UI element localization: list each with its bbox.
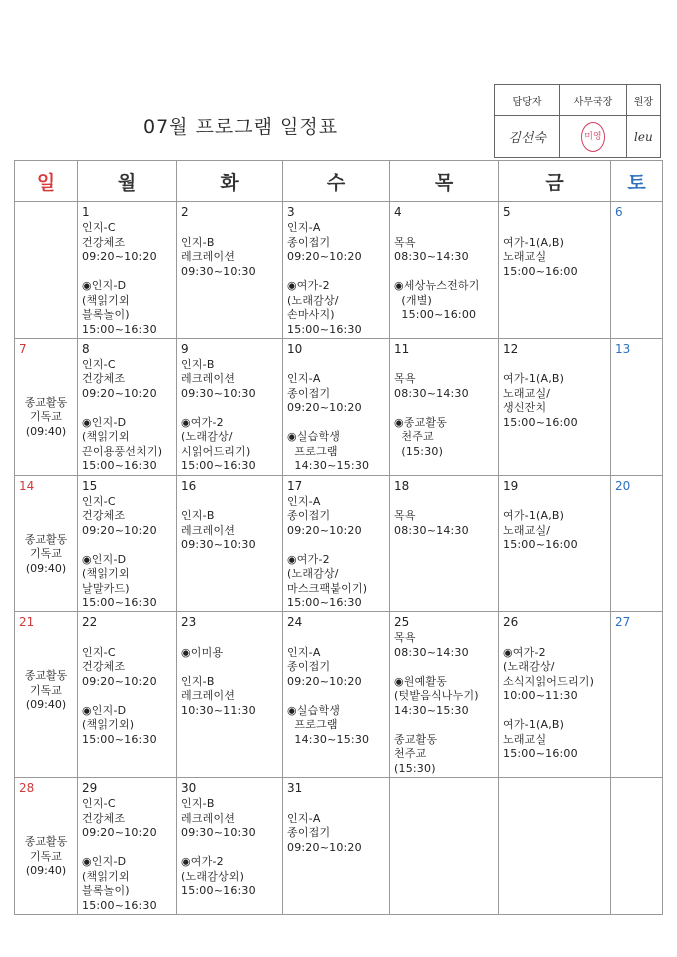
day-number: 21 <box>19 615 35 630</box>
day-schedule: 종교활동 기독교 (09:40) <box>24 669 68 712</box>
calendar-day-cell <box>499 475 611 612</box>
calendar-day-cell <box>390 475 499 612</box>
day-schedule: 목욕 08:30~14:30 <box>394 509 469 537</box>
calendar-day-cell <box>78 778 177 915</box>
day-number: 28 <box>19 781 35 796</box>
weekday-wed: 수 <box>283 161 390 202</box>
signature-secretary <box>560 116 627 158</box>
day-schedule: 여가-1(A,B) 노래교실/ 생신잔치 15:00~16:00 <box>503 372 578 429</box>
day-schedule: 종교활동 기독교 (09:40) <box>24 395 68 438</box>
day-schedule: 인지-C 건강체조 09:20~10:20 ◉인지-D (책읽기외 블록놀이) 15:00~16:30 <box>82 797 157 912</box>
day-schedule: 인지-A 종이접기 09:20~10:20 ◉실습학생 프로그램 14:30~15:30 <box>287 645 370 746</box>
calendar-day-cell <box>611 778 663 915</box>
weekday-header-row <box>15 161 663 202</box>
calendar-day-cell <box>611 338 663 475</box>
page-title: 07월 프로그램 일정표 <box>143 116 339 138</box>
calendar-day-cell <box>611 612 663 778</box>
day-schedule: ◉이미용 인지-B 레크레이션 10:30~11:30 <box>181 645 256 717</box>
calendar-day-cell <box>15 475 78 612</box>
calendar-day-cell <box>283 612 390 778</box>
calendar-day-cell <box>499 338 611 475</box>
day-schedule: 목욕 08:30~14:30 ◉원예활동 (텃밭음식나누기) 14:30~15:30 종교활동 천주교 (15:30) <box>394 631 479 775</box>
day-number: 13 <box>615 341 631 356</box>
day-schedule: 목욕 08:30~14:30 ◉세상뉴스전하기 (개별) 15:00~16:00 <box>394 235 480 321</box>
day-schedule: 인지-A 종이접기 09:20~10:20 ◉여가-2 (노래감상/ 마스크팩붙이기) 15:00~16:30 <box>287 494 368 610</box>
day-number: 9 <box>181 341 189 356</box>
calendar-day-cell <box>15 338 78 475</box>
day-schedule: 여가-1(A,B) 노래교실/ 15:00~16:00 <box>503 509 578 552</box>
calendar-day-cell <box>390 612 499 778</box>
calendar-week-row <box>15 338 663 475</box>
day-number: 11 <box>394 341 410 356</box>
calendar-week-row <box>15 202 663 339</box>
day-schedule: 인지-A 종이접기 09:20~10:20 ◉여가-2 (노래감상/ 손마사지) 15:00~16:30 <box>287 221 362 336</box>
calendar-day-cell <box>78 612 177 778</box>
day-number <box>19 205 77 221</box>
day-number: 4 <box>394 205 402 219</box>
day-number: 20 <box>615 478 631 493</box>
day-schedule: 인지-C 건강체조 09:20~10:20 ◉인지-D (책읽기외 날말카드) 15:00~16:30 <box>82 494 157 610</box>
calendar-day-cell <box>283 778 390 915</box>
approval-header-manager: 담당자 <box>495 85 560 116</box>
calendar-day-cell <box>611 475 663 612</box>
calendar-day-cell <box>390 338 499 475</box>
day-number: 31 <box>287 781 303 796</box>
signature-director-text: leu <box>634 129 653 144</box>
calendar-week-row <box>15 778 663 915</box>
calendar-day-cell <box>499 202 611 339</box>
calendar-week-row <box>15 475 663 612</box>
day-number: 10 <box>287 341 303 356</box>
day-number: 26 <box>503 615 519 630</box>
weekday-tue: 화 <box>177 161 283 202</box>
day-number: 2 <box>181 205 189 219</box>
day-number: 25 <box>394 615 410 630</box>
day-schedule: 인지-A 종이접기 09:20~10:20 <box>287 811 362 854</box>
day-number: 23 <box>181 615 197 630</box>
calendar-day-cell <box>177 338 283 475</box>
day-schedule: 인지-B 레크레이션 09:30~10:30 <box>181 235 256 278</box>
day-schedule: 목욕 08:30~14:30 ◉종교활동 천주교 (15:30) <box>394 372 469 458</box>
day-number <box>503 781 610 797</box>
day-schedule: 인지-B 레크레이션 09:30~10:30 ◉여가-2 (노래감상외) 15:00~16:30 <box>181 797 256 898</box>
day-number: 5 <box>503 205 511 219</box>
day-number: 6 <box>615 205 623 219</box>
weekday-mon: 월 <box>78 161 177 202</box>
calendar-day-cell <box>15 612 78 778</box>
calendar-day-cell <box>177 778 283 915</box>
calendar-day-cell <box>283 338 390 475</box>
calendar-day-cell <box>390 202 499 339</box>
calendar-day-cell <box>390 778 499 915</box>
day-number: 17 <box>287 478 303 493</box>
seal-stamp: 미영 <box>581 122 605 152</box>
signature-manager <box>495 116 560 158</box>
day-schedule: 여가-1(A,B) 노래교실 15:00~16:00 <box>503 235 578 278</box>
day-number: 30 <box>181 781 197 796</box>
calendar-day-cell <box>78 202 177 339</box>
approval-header-secretary: 사무국장 <box>560 85 627 116</box>
approval-box <box>494 84 661 158</box>
day-schedule: 인지-B 레크레이션 09:30~10:30 ◉여가-2 (노래감상/ 시읽어드리기) 15:00~16:30 <box>181 357 256 473</box>
day-number: 27 <box>615 615 631 630</box>
signature-director <box>626 116 660 158</box>
calendar-table <box>14 160 663 915</box>
approval-header-director: 원장 <box>626 85 660 116</box>
day-number: 22 <box>82 615 98 630</box>
day-number: 1 <box>82 205 90 219</box>
day-number: 19 <box>503 478 519 493</box>
day-schedule: ◉여가-2 (노래감상/ 소식지읽어드리기) 10:00~11:30 여가-1(A,B) 노래교실 15:00~16:00 <box>503 645 595 761</box>
day-number: 14 <box>19 478 35 493</box>
day-schedule: 종교활동 기독교 (09:40) <box>24 532 68 575</box>
calendar-day-cell <box>15 202 78 339</box>
day-number: 7 <box>19 341 27 356</box>
calendar-day-cell <box>177 612 283 778</box>
calendar-week-row <box>15 612 663 778</box>
day-number <box>394 781 498 797</box>
calendar-day-cell <box>78 338 177 475</box>
day-schedule: 인지-C 건강체조 09:20~10:20 ◉인지-D (책읽기외 끈이용풍선치기) 15:00~16:30 <box>82 357 163 473</box>
calendar-day-cell <box>283 475 390 612</box>
calendar-day-cell <box>78 475 177 612</box>
signature-manager-text: 김선숙 <box>508 131 546 146</box>
calendar-day-cell <box>611 202 663 339</box>
day-schedule: 인지-C 건강체조 09:20~10:20 ◉인지-D (책읽기외) 15:00~16:30 <box>82 645 157 746</box>
calendar-day-cell <box>177 475 283 612</box>
calendar-day-cell <box>499 778 611 915</box>
weekday-sun: 일 <box>15 161 78 202</box>
day-number: 18 <box>394 478 410 493</box>
day-number: 3 <box>287 205 295 219</box>
calendar-day-cell <box>283 202 390 339</box>
calendar-day-cell <box>499 612 611 778</box>
day-schedule: 인지-C 건강체조 09:20~10:20 ◉인지-D (책읽기외 블록놀이) 15:00~16:30 <box>82 221 157 336</box>
day-number: 8 <box>82 341 90 356</box>
day-schedule: 인지-B 레크레이션 09:30~10:30 <box>181 509 256 552</box>
calendar-day-cell <box>177 202 283 339</box>
weekday-sat: 토 <box>611 161 663 202</box>
day-schedule: 종교활동 기독교 (09:40) <box>24 835 68 878</box>
day-number: 16 <box>181 478 197 493</box>
day-number: 15 <box>82 478 98 493</box>
weekday-thu: 목 <box>390 161 499 202</box>
day-number: 29 <box>82 781 98 796</box>
day-number: 24 <box>287 615 303 630</box>
weekday-fri: 금 <box>499 161 611 202</box>
day-number <box>615 781 662 797</box>
day-schedule: 인지-A 종이접기 09:20~10:20 ◉실습학생 프로그램 14:30~15:30 <box>287 372 370 473</box>
calendar-day-cell <box>15 778 78 915</box>
day-number: 12 <box>503 341 519 356</box>
